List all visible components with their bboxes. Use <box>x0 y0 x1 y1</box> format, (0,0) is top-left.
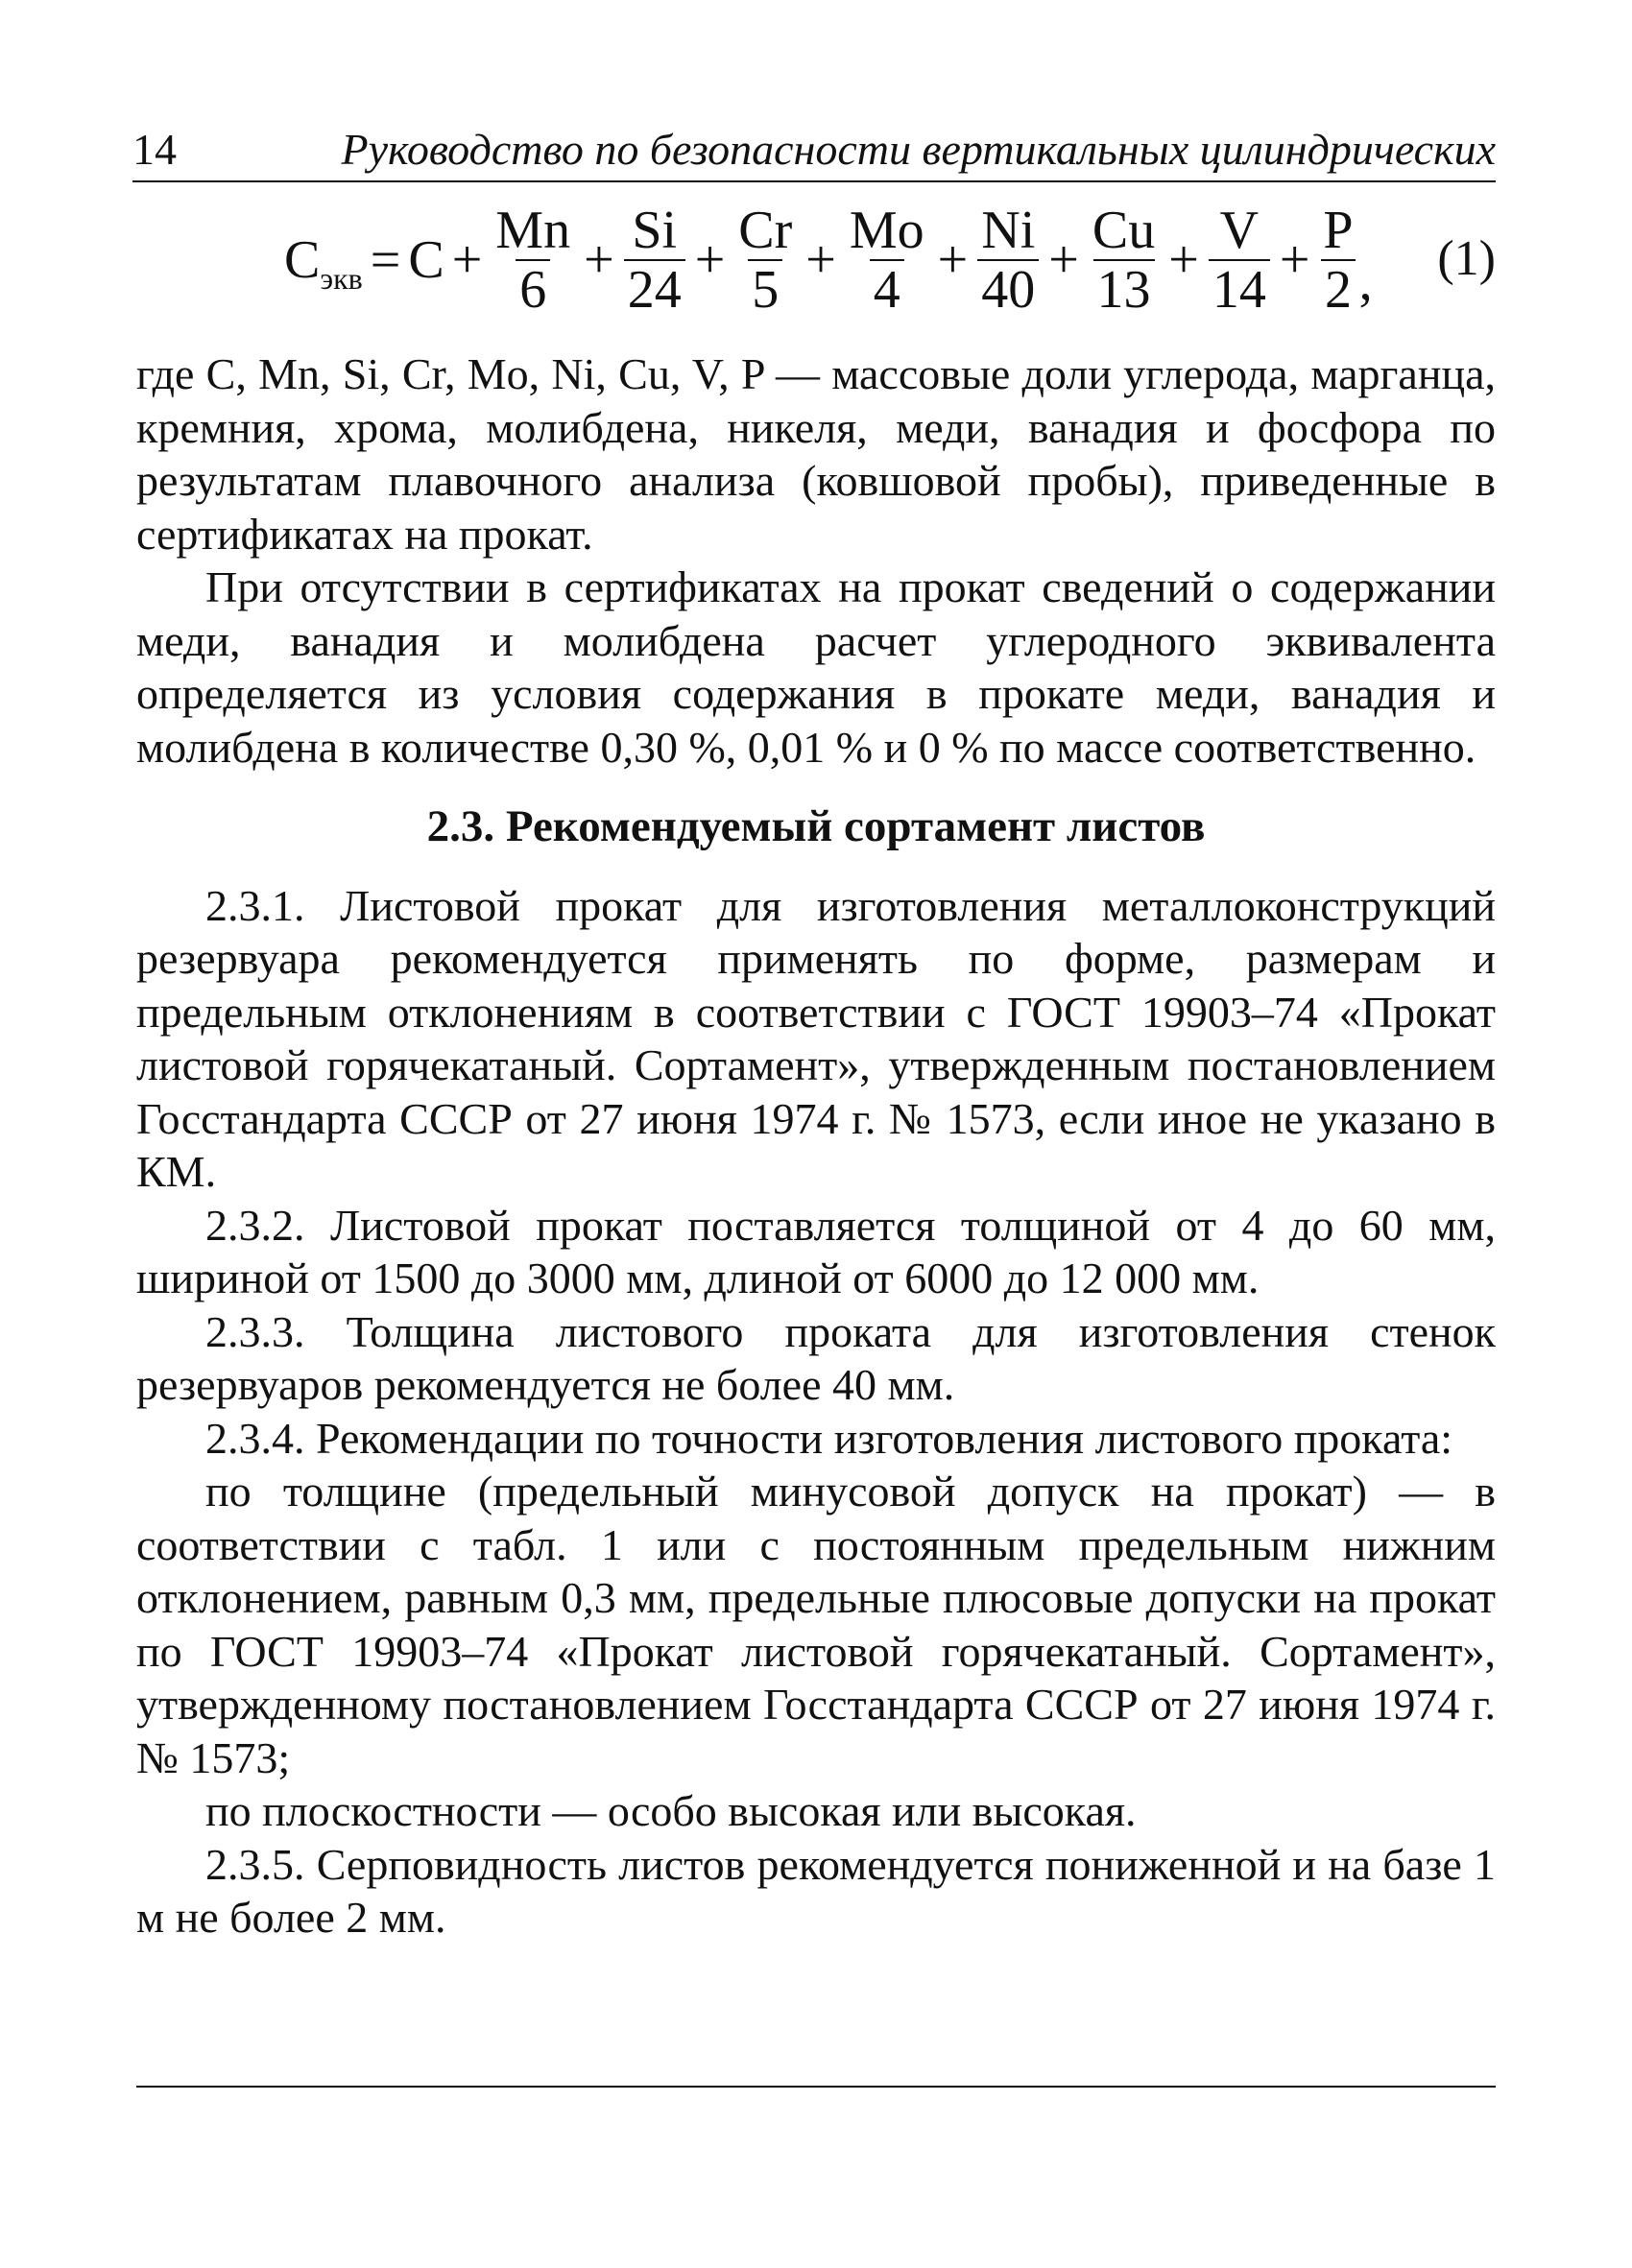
paragraph-2-3-1: 2.3.1. Листовой прокат для изготовления металлоконструкций резервуара рекомендуется применять по форме, размерам и предельным отклонениям в соответствии с ГОСТ 19903–74 «Прокат листовой горячекатаный. Сортамент», утвержденным постановлением Госстандарта СССР от 27 июня 1974 г. № 1573, если иное не указано в КМ. <box>136 880 1496 1196</box>
fraction-numerator: V <box>1219 201 1260 260</box>
formula-fraction <box>624 202 685 319</box>
fraction-denominator: 13 <box>1093 259 1155 319</box>
fraction-numerator: Mn <box>495 201 571 260</box>
fraction-numerator: Cr <box>738 201 793 260</box>
formula-fraction <box>1319 202 1356 319</box>
paragraph-2-3-2: 2.3.2. Листовой прокат поставляется толщиной от 4 до 60 мм, шириной от 1500 до 3000 мм, длиной от 6000 до 12 000 мм. <box>136 1200 1496 1302</box>
formula-plus: + <box>694 230 726 290</box>
formula-plus: + <box>1048 230 1079 290</box>
paragraph-2-3-4-flatness: по плоскостности — особо высокая или высокая. <box>205 1786 1137 1835</box>
formula-lhs <box>284 229 363 296</box>
formula-fraction <box>734 202 796 319</box>
running-title: Руководство по безопасности вертикальных цилиндрических <box>341 125 1496 174</box>
equation-number: (1) <box>1437 231 1496 286</box>
formula-plus: + <box>1279 230 1310 290</box>
fraction-numerator: Mo <box>849 201 924 260</box>
formula-trailing-comma: , <box>1358 252 1373 312</box>
paragraph-2-3-4: 2.3.4. Рекомендации по точности изготовления листового проката: <box>205 1413 1453 1463</box>
fraction-numerator: Cu <box>1092 201 1156 260</box>
fraction-denominator: 2 <box>1321 259 1356 319</box>
footer-divider <box>136 2086 1496 2088</box>
page-header <box>132 123 1496 182</box>
formula-fraction <box>977 202 1039 319</box>
absence-paragraph: При отсутствии в сертификатах на прокат сведений о содержании меди, ванадия и молибдена расчет углеродного эквивалента определяется из условия содержания в прокате меди, ванадия и молибдена в количестве 0,30 %, 0,01 % и 0 % по массе соответственно. <box>136 562 1496 772</box>
paragraph-2-3-3: 2.3.3. Толщина листового проката для изготовления стенок резервуаров рекомендуется не более 40 мм. <box>136 1306 1496 1409</box>
paragraph-2-3-4-thickness: по толщине (предельный минусовой допуск на прокат) — в соответствии с табл. 1 или с постоянным предельным нижним отклонением, равным 0,3 мм, предельные плюсовые допуски на прокат по ГОСТ 19903–74 «Прокат листовой горячекатаный. Сортамент», утвержденному постановлением Госстандарта СССР от 27 июня 1974 г. № 1573; <box>136 1467 1496 1782</box>
formula-fraction <box>1089 202 1159 319</box>
fraction-numerator: Si <box>632 201 678 260</box>
fraction-denominator: 40 <box>977 259 1039 319</box>
formula-plus: + <box>937 230 969 290</box>
formula-fraction <box>492 202 574 319</box>
section-title: 2.3. Рекомендуемый сортамент листов <box>426 801 1206 851</box>
fraction-numerator: Ni <box>981 201 1036 260</box>
where-paragraph: где C, Mn, Si, Cr, Mo, Ni, Cu, V, P — массовые доли углерода, марганца, кремния, хрома, молибдена, никеля, меди, ванадия и фосфора по результатам плавочного анализа (ковшовой пробы), приведенные в сертификатах на прокат. <box>136 349 1496 559</box>
fraction-denominator: 14 <box>1209 259 1270 319</box>
paragraph-2-3-5: 2.3.5. Серповидность листов рекомендуется пониженной и на базе 1 м не более 2 мм. <box>136 1839 1496 1942</box>
formula-plus: + <box>1168 230 1199 290</box>
fraction-denominator: 4 <box>870 259 904 319</box>
formula-lhs-subscript: экв <box>320 261 363 296</box>
formula-equals: = <box>370 230 401 290</box>
fraction-denominator: 6 <box>516 259 550 319</box>
page-number: 14 <box>132 125 177 174</box>
formula-expression <box>284 198 1373 322</box>
formula-plus: + <box>805 230 836 290</box>
carbon-equivalent-formula <box>284 198 1496 322</box>
fraction-numerator: P <box>1323 201 1354 260</box>
body-text <box>136 347 1496 1945</box>
formula-plus: + <box>451 230 483 290</box>
formula-first-term: C <box>408 230 444 290</box>
fraction-denominator: 24 <box>624 259 685 319</box>
formula-plus: + <box>584 230 614 290</box>
formula-fraction <box>846 202 928 319</box>
formula-lhs-symbol: C <box>284 230 321 290</box>
formula-fraction <box>1209 202 1270 319</box>
fraction-denominator: 5 <box>748 259 782 319</box>
